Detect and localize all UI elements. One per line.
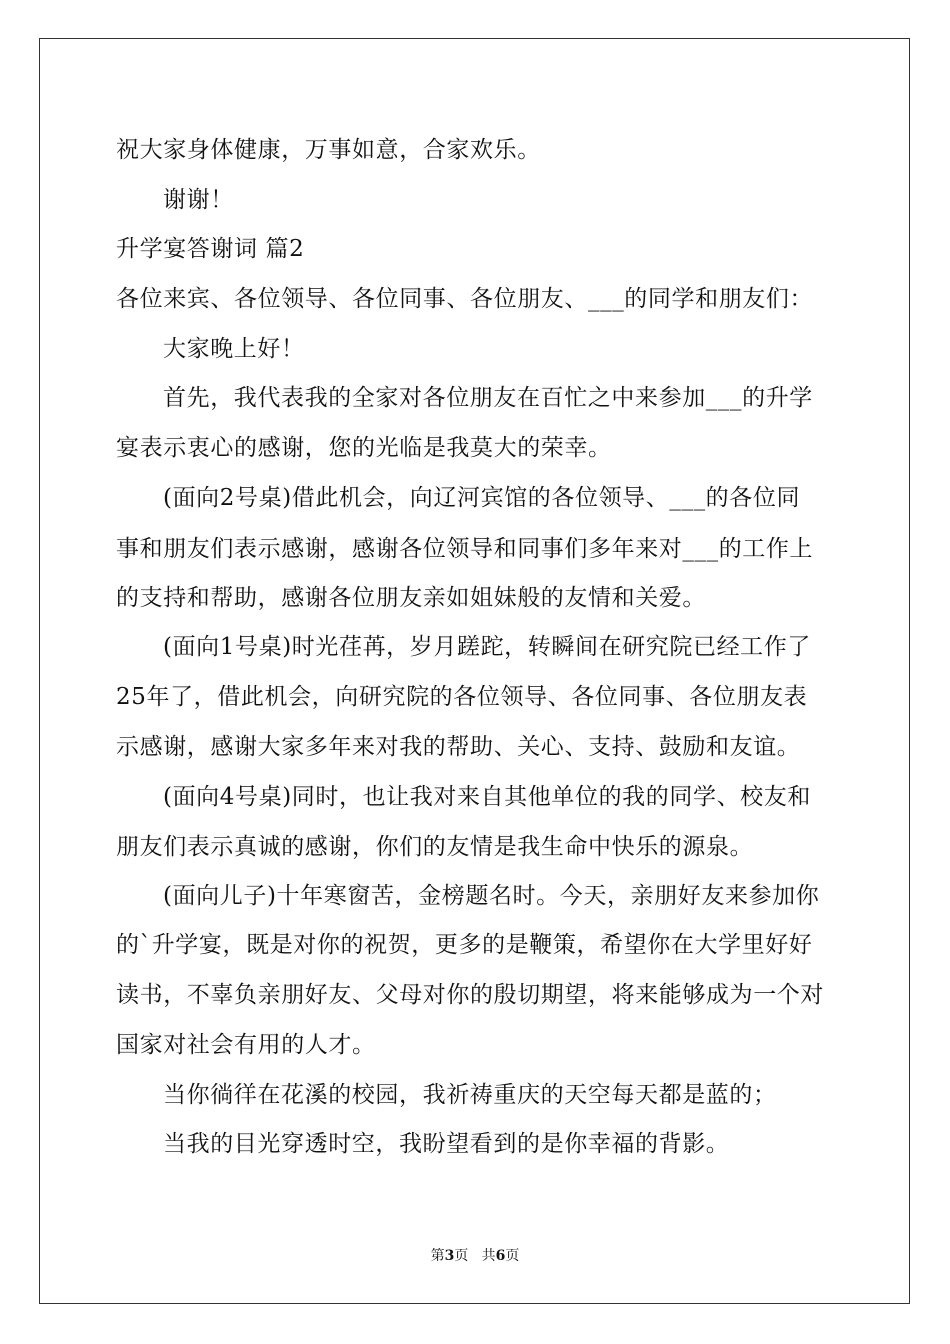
text-line: 当你徜徉在花溪的校园，我祈祷重庆的天空每天都是蓝的；	[163, 1082, 777, 1108]
text-line: 的支持和帮助，感谢各位朋友亲如姐妹般的友情和关爱。	[116, 585, 706, 611]
text-line: 朋友们表示真诚的感谢，你们的友情是我生命中快乐的源泉。	[116, 834, 754, 860]
page-footer	[0, 1247, 950, 1265]
footer-prefix: 第	[430, 1248, 445, 1264]
salutation: 各位来宾、各位领导、各位同事、各位朋友、___的同学和朋友们：	[116, 286, 814, 312]
text-line: (面向儿子)十年寒窗苦，金榜题名时。今天，亲朋好友来参加你	[163, 883, 820, 909]
footer-total-prefix: 共	[481, 1248, 496, 1264]
page-border	[39, 38, 910, 1304]
footer-page-unit: 页	[454, 1248, 469, 1264]
text-line: 首先，我代表我的全家对各位朋友在百忙之中来参加___的升学	[163, 385, 813, 411]
text-line: 当我的目光穿透时空，我盼望看到的是你幸福的背影。	[163, 1131, 730, 1157]
text-line: 25年了，借此机会，向研究院的各位领导、各位同事、各位朋友表	[116, 684, 808, 710]
greeting: 大家晚上好！	[163, 336, 305, 362]
total-pages-number: 6	[495, 1248, 506, 1264]
text-line: 事和朋友们表示感谢，感谢各位领导和同事们多年来对___的工作上	[116, 536, 814, 562]
text-line: (面向2号桌)借此机会，向辽河宾馆的各位领导、___的各位同	[163, 485, 801, 511]
text-line: 国家对社会有用的人才。	[116, 1032, 376, 1058]
text-line: 谢谢！	[163, 187, 234, 213]
text-line: (面向4号桌)同时，也让我对来自其他单位的我的同学、校友和	[163, 784, 811, 810]
text-line: 示感谢，感谢大家多年来对我的帮助、关心、支持、鼓励和友谊。	[116, 734, 801, 760]
text-line: 祝大家身体健康，万事如意，合家欢乐。	[116, 137, 541, 163]
text-line: 的`升学宴，既是对你的祝贺，更多的是鞭策，希望你在大学里好好	[116, 932, 813, 958]
footer-total-unit: 页	[505, 1248, 520, 1264]
current-page-number: 3	[444, 1248, 455, 1264]
text-line: 读书，不辜负亲朋好友、父母对你的殷切期望，将来能够成为一个对	[116, 982, 824, 1008]
text-line: 宴表示衷心的感谢，您的光临是我莫大的荣幸。	[116, 435, 612, 461]
text-line: (面向1号桌)时光荏苒，岁月蹉跎，转瞬间在研究院已经工作了	[163, 634, 811, 660]
section-heading: 升学宴答谢词 篇2	[116, 236, 305, 262]
